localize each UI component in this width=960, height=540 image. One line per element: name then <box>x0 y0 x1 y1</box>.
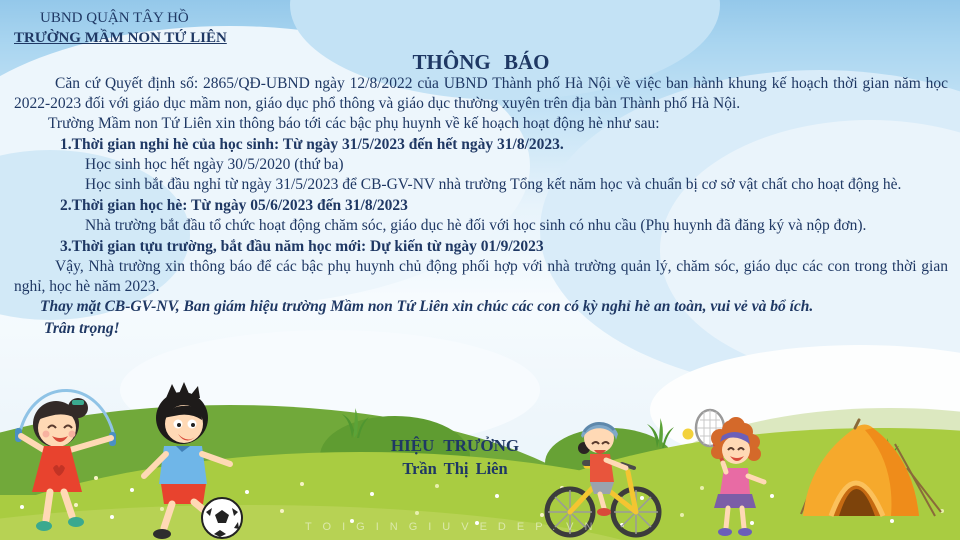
item3-heading: 3.Thời gian tựu trường, bắt đầu năm học mới: Dự kiến từ ngày 01/9/2023 <box>60 238 544 255</box>
school-name: TRƯỜNG MẦM NON TỨ LIÊN <box>14 30 227 46</box>
tent-illustration <box>795 416 945 524</box>
signer-name: Trần Thị Liên <box>402 459 508 478</box>
item1-detail-2: Học sinh bắt đầu nghỉ từ ngày 31/5/2023 để CB-GV-NV nhà trường Tổng kết năm học và chuẩn bị cơ sở vật chất cho hoạt động hè. <box>85 176 902 193</box>
signer-role: HIỆU TRƯỞNG <box>390 436 520 455</box>
paragraph-legal-basis: Căn cứ Quyết định số: 2865/QĐ-UBND ngày 12/8/2022 của UBND Thành phố Hà Nội về việc ban hành khung kế hoạch thời gian năm học 2022-2023 đối với giáo dục mầm non, giáo dục phổ thông và giáo dục thường xuyên trên địa bàn Thành phố Hà Nội. <box>14 75 948 112</box>
grass-tuft-icon <box>338 408 372 438</box>
item1-heading: 1.Thời gian nghỉ hè của học sinh: Từ ngày 31/5/2023 đến hết ngày 31/8/2023. <box>60 136 564 153</box>
watermark-text: TOIGINGIUVEDEP.VN <box>305 521 604 533</box>
paragraph-intro: Trường Mầm non Tứ Liên xin thông báo tới các bậc phụ huynh về kế hoạch hoạt động hè như sau: <box>48 115 660 132</box>
item2-detail-1: Nhà trường bắt đầu tổ chức hoạt động chăm sóc, giáo dục hè đối với học sinh có nhu cầu (Phụ huynh đã đăng ký và nộp đơn). <box>85 217 867 234</box>
girl-skipping-rope-illustration <box>6 376 128 536</box>
paragraph-regards: Trân trọng! <box>44 320 120 337</box>
item1-detail-1: Học sinh học hết ngày 30/5/2020 (thứ ba) <box>85 156 344 173</box>
soccer-ball-icon <box>200 496 244 540</box>
paragraph-closing: Vậy, Nhà trường xin thông báo để các bậc phụ huynh chủ động phối hợp với nhà trường quản lý, chăm sóc, giáo dục các con trong thời gian nghỉ, học hè năm 2023. <box>14 258 948 295</box>
document-title: THÔNG BÁO <box>412 50 550 74</box>
issuing-authority: UBND QUẬN TÂY HỒ <box>40 10 189 26</box>
announcement-document <box>14 8 948 339</box>
girl-badminton-illustration <box>662 406 774 538</box>
signature-block <box>325 436 585 479</box>
item2-heading: 2.Thời gian học hè: Từ ngày 05/6/2023 đến 31/8/2023 <box>60 197 408 214</box>
paragraph-wish: Thay mặt CB-GV-NV, Ban giám hiệu trường Mầm non Tứ Liên xin chúc các con có kỳ nghỉ hè an toàn, vui vẻ và bổ ích. <box>40 298 814 315</box>
